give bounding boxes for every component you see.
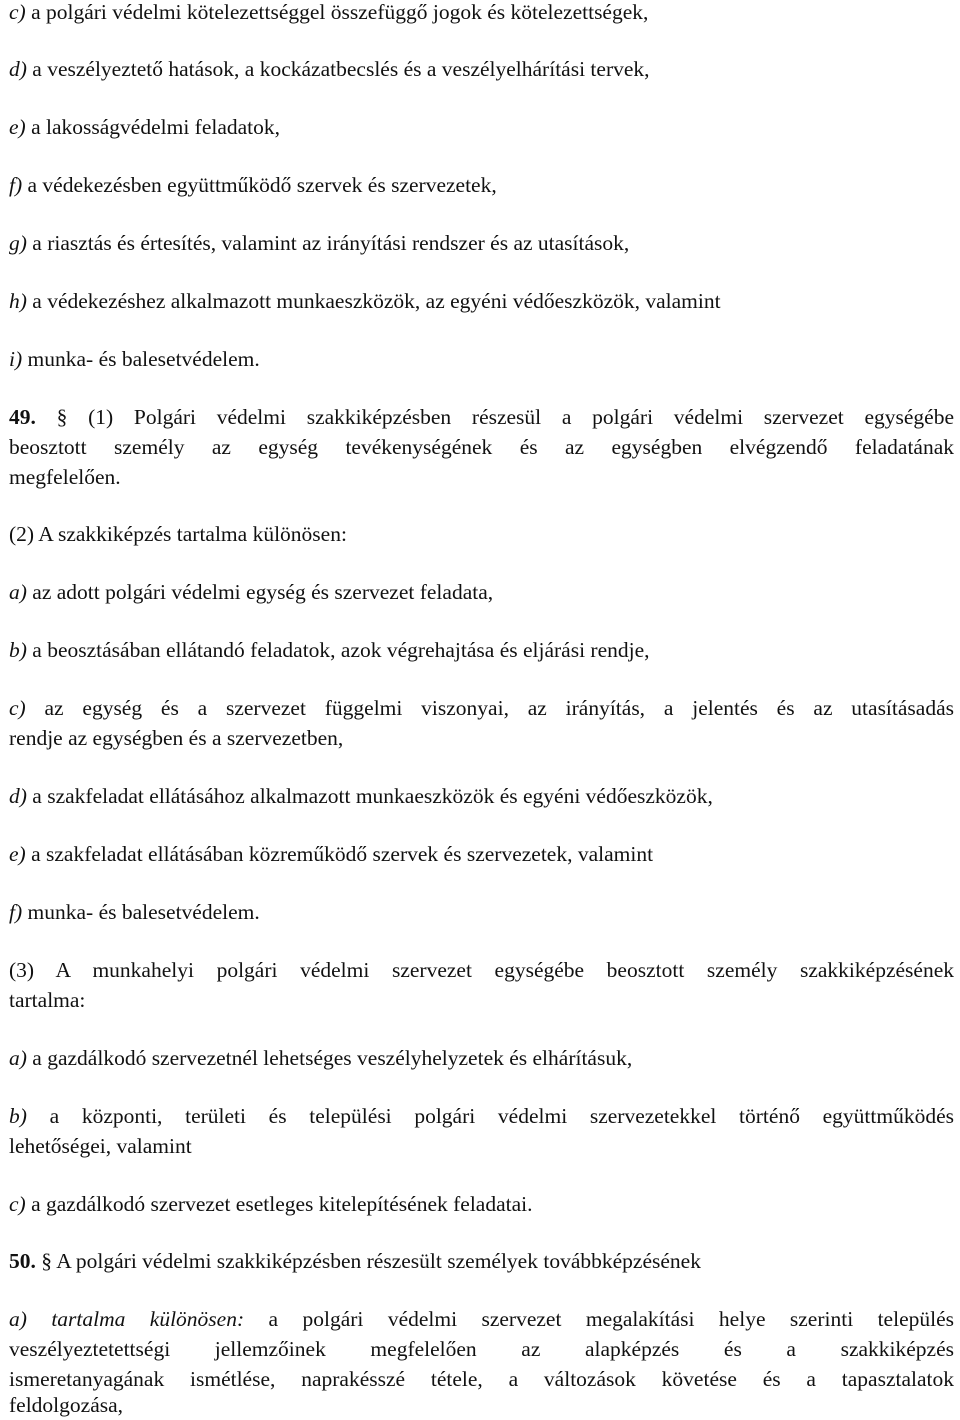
list-item-d: [9, 54, 650, 84]
item-label: e): [9, 115, 26, 139]
section-50-a-line4: [9, 1390, 123, 1420]
item-label: g): [9, 231, 27, 255]
item-label: a): [9, 1046, 27, 1070]
section-49-p1-line2: [9, 432, 954, 462]
paragraph-text: beosztott személy az egység tevékenységének és az egységben elvégzendő feladatának: [9, 435, 954, 459]
item-label: a) tartalma különösen:: [9, 1307, 245, 1331]
item-text: az adott polgári védelmi egység és szervezet feladata,: [26, 580, 494, 604]
section-50-a-line3: [9, 1364, 954, 1394]
item-text: a központi, területi és települési polgári védelmi szervezetekkel történő együttműködés: [26, 1104, 954, 1128]
paragraph-text: (1) Polgári védelmi szakkiképzésben részesül a polgári védelmi szervezet egységébe: [67, 405, 954, 429]
item-label: e): [9, 842, 26, 866]
section-50-a-line2: [9, 1334, 954, 1364]
item-text: a riasztás és értesítés, valamint az irányítási rendszer és az utasítások,: [26, 231, 630, 255]
paragraph-text: tartalma:: [9, 988, 86, 1012]
list-item-h: [9, 286, 721, 316]
item-text: a védekezéshez alkalmazott munkaeszközök, az egyéni védőeszközök, valamint: [26, 289, 721, 313]
p2-item-d: [9, 781, 713, 811]
item-label: d): [9, 784, 27, 808]
list-item-i: [9, 344, 260, 374]
section-50-a-line1: [9, 1304, 954, 1334]
item-label: d): [9, 57, 27, 81]
section-49-p2-intro: [9, 519, 347, 549]
item-label: f): [9, 173, 23, 197]
section-number: 50.: [9, 1249, 36, 1273]
item-text: a polgári védelmi szervezet megalakítási helye szerinti település: [244, 1307, 955, 1331]
item-text: lehetőségei, valamint: [9, 1134, 192, 1158]
paragraph-text: (3) A munkahelyi polgári védelmi szervezet egységébe beosztott személy szakkiképzésének: [9, 958, 954, 982]
p2-item-b: [9, 635, 650, 665]
paragraph-symbol: §: [41, 1249, 52, 1273]
item-text: a gazdálkodó szervezetnél lehetséges veszélyhelyzetek és elhárításuk,: [26, 1046, 633, 1070]
item-text: a polgári védelmi kötelezettséggel összefüggő jogok és kötelezettségek,: [25, 0, 649, 24]
p2-item-c: [9, 693, 954, 723]
item-text: a gazdálkodó szervezet esetleges kitelepítésének feladatai.: [25, 1192, 533, 1216]
section-50-heading: [9, 1246, 701, 1276]
item-text: a lakosságvédelmi feladatok,: [25, 115, 281, 139]
section-49-p1-line3: [9, 462, 121, 492]
item-text: munka- és balesetvédelem.: [22, 347, 260, 371]
list-item-g: [9, 228, 629, 258]
item-label: b): [9, 638, 27, 662]
item-label: c): [9, 696, 26, 720]
section-49-p3-line1: [9, 955, 954, 985]
list-item-f: [9, 170, 497, 200]
list-item-e: [9, 112, 280, 142]
p2-item-e: [9, 839, 653, 869]
p2-item-f: [9, 897, 260, 927]
paragraph-text: megfelelően.: [9, 465, 121, 489]
item-text: feldolgozása,: [9, 1393, 124, 1417]
item-label: b): [9, 1104, 27, 1128]
item-label: a): [9, 580, 27, 604]
item-label: c): [9, 0, 26, 24]
item-text: rendje az egységben és a szervezetben,: [9, 726, 344, 750]
item-text: az egység és a szervezet függelmi viszonyai, az irányítás, a jelentés és az utasításadás: [25, 696, 954, 720]
p3-item-c: [9, 1189, 533, 1219]
p3-item-b: [9, 1101, 954, 1131]
item-text: a védekezésben együttműködő szervek és szervezetek,: [22, 173, 497, 197]
item-text: munka- és balesetvédelem.: [22, 900, 260, 924]
item-text: a szakfeladat ellátásához alkalmazott munkaeszközök és egyéni védőeszközök,: [26, 784, 713, 808]
p3-item-a: [9, 1043, 632, 1073]
item-label: f): [9, 900, 23, 924]
list-item-c: [9, 0, 648, 27]
item-text: a beosztásában ellátandó feladatok, azok végrehajtása és eljárási rendje,: [26, 638, 650, 662]
item-text: veszélyeztetettségi jellemzőinek megfelelően az alapképzés és a szakkiképzés: [9, 1337, 954, 1361]
item-text: a veszélyeztető hatások, a kockázatbecslés és a veszélyelhárítási tervek,: [26, 57, 650, 81]
item-label: h): [9, 289, 27, 313]
section-49-p1-line1: [9, 402, 954, 432]
paragraph-symbol: §: [56, 405, 68, 429]
p3-item-b-cont: [9, 1131, 192, 1161]
p2-item-a: [9, 577, 493, 607]
item-text: a szakfeladat ellátásában közreműködő szervek és szervezetek, valamint: [25, 842, 654, 866]
item-label: i): [9, 347, 23, 371]
section-number: 49.: [9, 405, 36, 429]
item-label: c): [9, 1192, 26, 1216]
item-text: ismeretanyagának ismétlése, naprakésszé tétele, a változások követése és a tapasztalatok: [9, 1367, 954, 1391]
section-49-p3-line2: [9, 985, 85, 1015]
p2-item-c-cont: [9, 723, 343, 753]
paragraph-text: (2) A szakkiképzés tartalma különösen:: [9, 522, 347, 546]
paragraph-text: A polgári védelmi szakkiképzésben részesült személyek továbbképzésének: [52, 1249, 701, 1273]
